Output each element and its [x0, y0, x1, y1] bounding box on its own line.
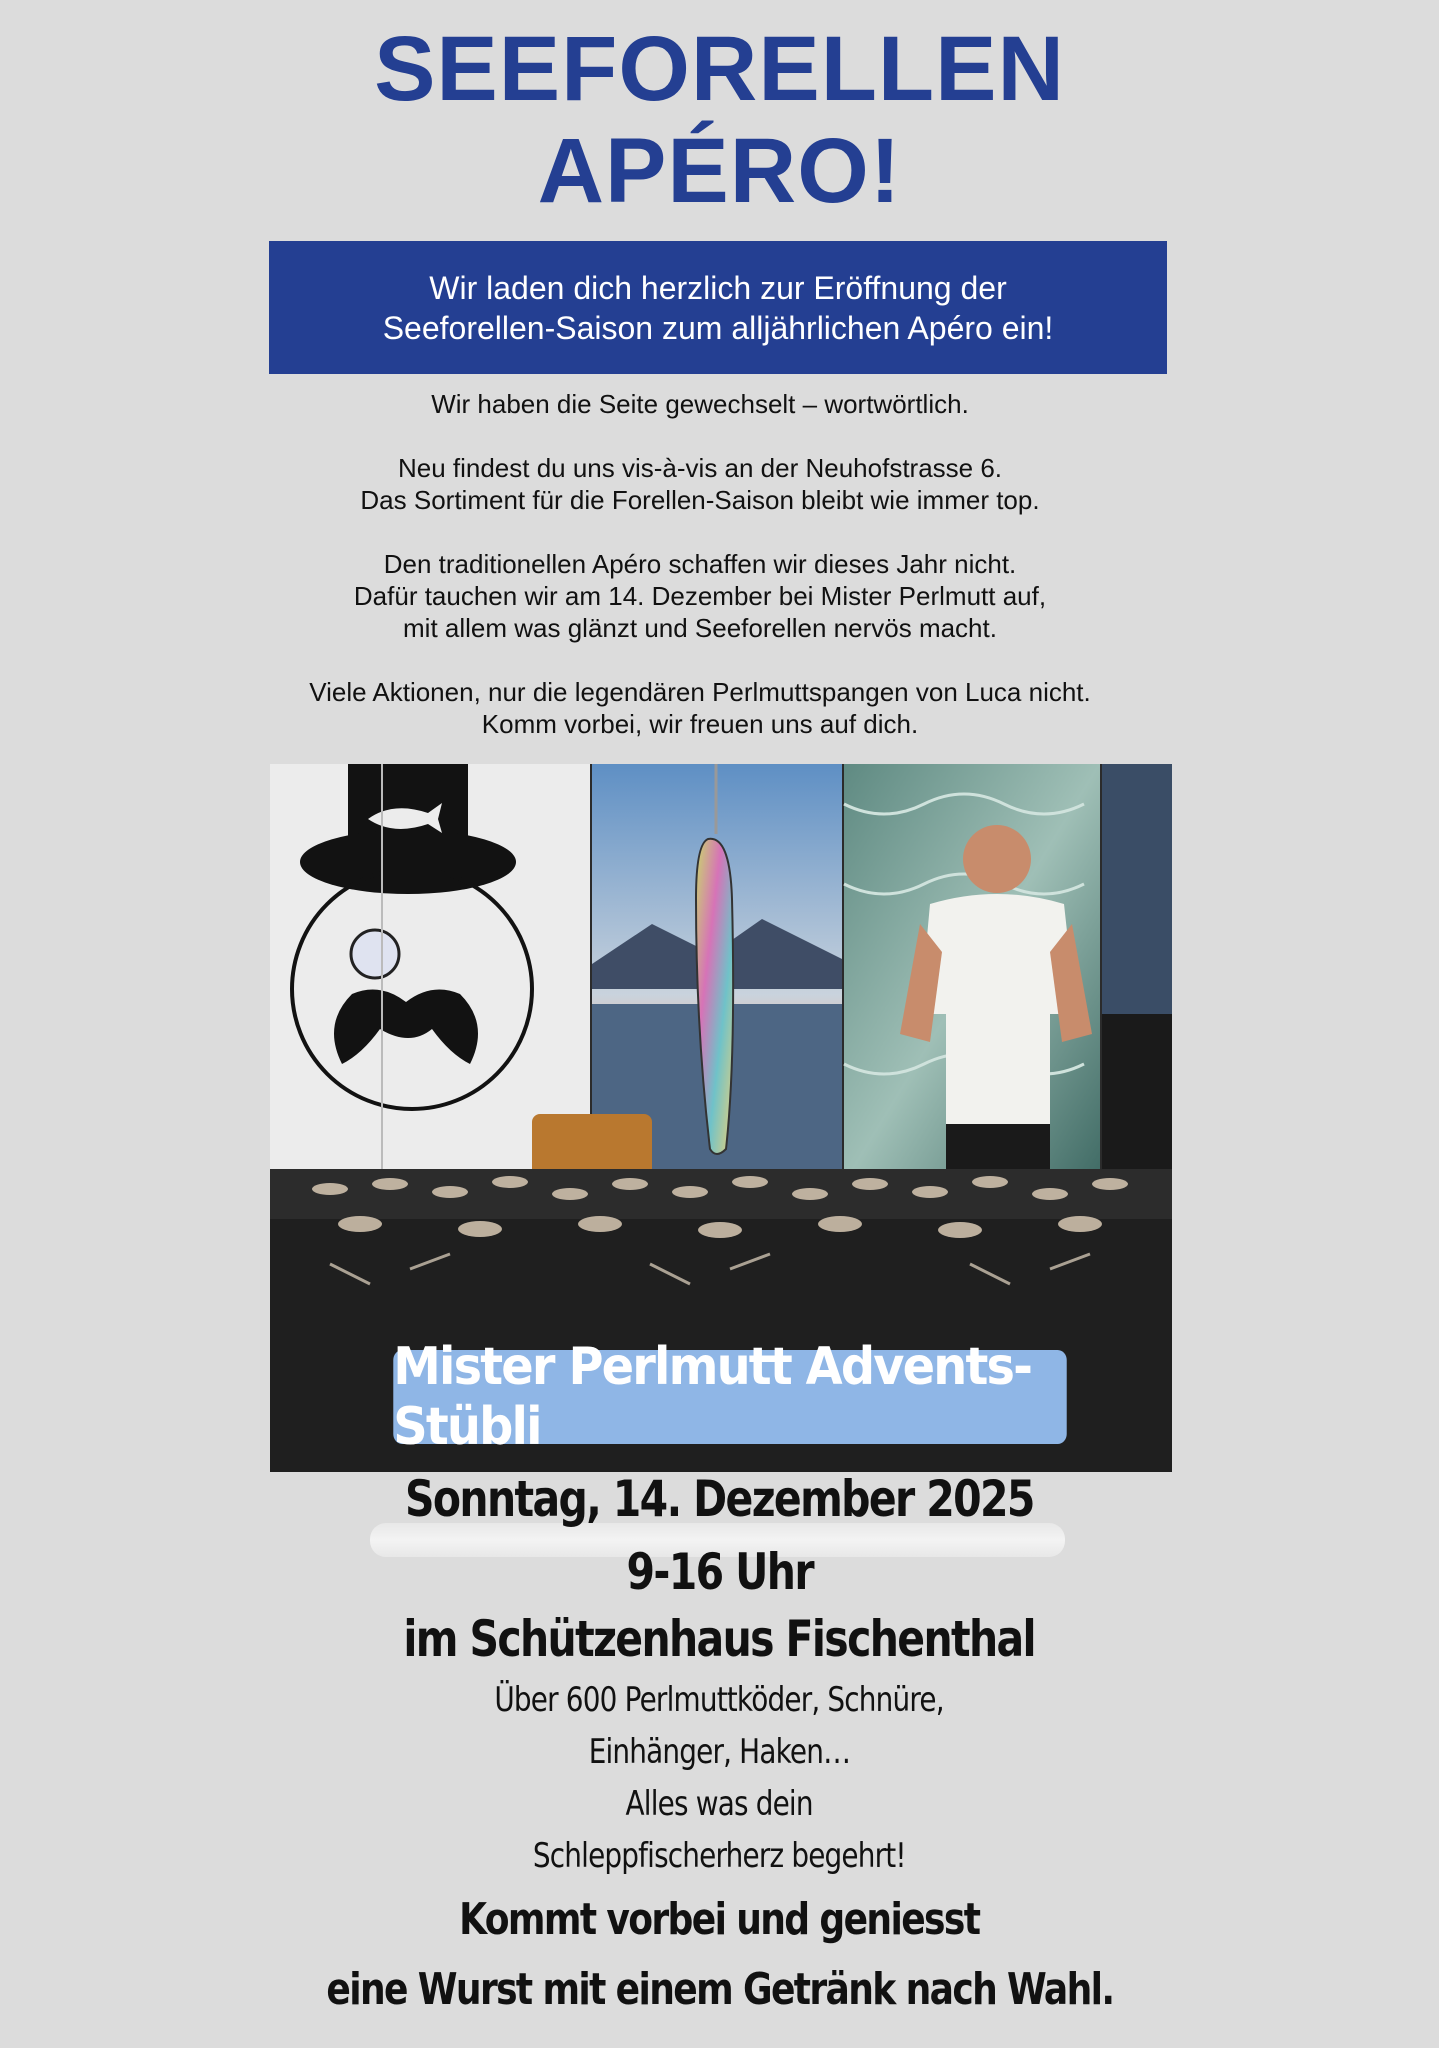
intro-paragraph-4: [250, 676, 1150, 740]
page-title: [0, 18, 1439, 222]
intro-line: Den traditionellen Apéro schaffen wir dieses Jahr nicht.: [383, 549, 1017, 579]
intro-paragraph-1: [250, 388, 1150, 420]
event-time: 9-16 Uhr: [626, 1543, 813, 1601]
banner-line-2: Seeforellen-Saison zum alljährlichen Apéro ein!: [382, 309, 1054, 346]
offer-line: Über 600 Perlmuttköder, Schnüre,: [494, 1680, 945, 1720]
title-line-2: APÉRO!: [537, 120, 902, 222]
intro-line: Das Sortiment für die Forellen-Saison bleibt wie immer top.: [360, 485, 1040, 515]
intro-line: Viele Aktionen, nur die legendären Perlmuttspangen von Luca nicht.: [309, 677, 1091, 707]
monocle-icon: [351, 930, 399, 978]
offer-line: Einhänger, Haken…: [588, 1732, 851, 1772]
offer-line: Schleppfischerherz begehrt!: [533, 1836, 906, 1876]
banner-line-1: Wir laden dich herzlich zur Eröffnung der: [429, 269, 1007, 306]
person-head: [963, 825, 1031, 893]
intro-paragraph-2: [250, 452, 1150, 516]
intro-line: Neu findest du uns vis-à-vis an der Neuhofstrasse 6.: [397, 453, 1003, 483]
closing-line: eine Wurst mit einem Getränk nach Wahl.: [325, 1964, 1114, 2015]
title-line-1: SEEFORELLEN: [374, 18, 1065, 120]
event-name-badge: Mister Perlmutt Advents-Stübli: [393, 1350, 1066, 1444]
invitation-banner: [269, 241, 1167, 374]
offer-line: Alles was dein: [625, 1784, 814, 1824]
intro-line: Dafür tauchen wir am 14. Dezember bei Mister Perlmutt auf,: [353, 581, 1047, 611]
event-location: im Schützenhaus Fischenthal: [403, 1610, 1036, 1668]
intro-paragraph-3: [250, 548, 1150, 644]
intro-text: [250, 388, 1150, 772]
intro-line: mit allem was glänzt und Seeforellen nervös macht.: [403, 613, 997, 643]
closing-line: Kommt vorbei und geniesst: [459, 1894, 980, 1945]
event-date: Sonntag, 14. Dezember 2025: [405, 1470, 1034, 1528]
intro-line: Komm vorbei, wir freuen uns auf dich.: [481, 709, 919, 739]
intro-line: Wir haben die Seite gewechselt – wortwörtlich.: [431, 389, 969, 419]
